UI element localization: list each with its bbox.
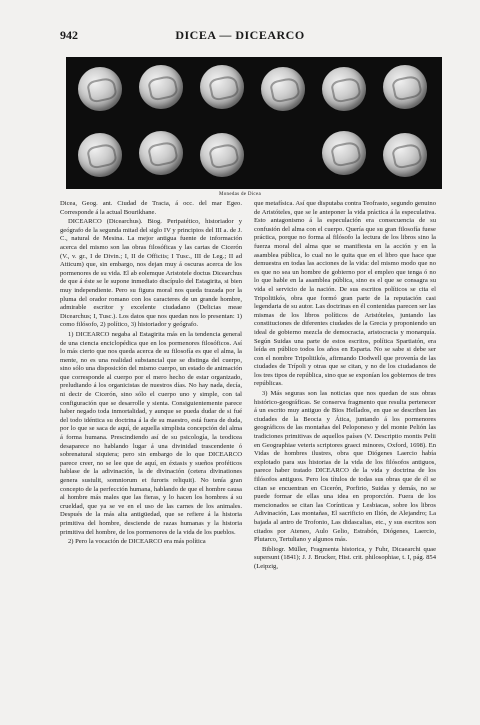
- coin-image: [200, 65, 244, 109]
- coin-image: [383, 65, 427, 109]
- coin-image: [200, 133, 244, 177]
- right-column: [254, 200, 436, 573]
- paragraph: Bibliogr. Müller, Fragmenta historica, y Fuhr, Dicaearchi quae supersunt (1841); J. J. Brucker, Hist. crit. philosophiae, t. I, pág. 854 (Leipzig,: [254, 545, 436, 570]
- paragraph: DICEARCO (Dicearchus). Biog. Peripatético, historiador y geógrafo de la segunda mitad del siglo IV y principios del III a. de J. C., natural de Mesina. La mejor antigua fuente de información acerca del mismo son las obras filosóficas y las cartas de Cicerón (V., v. gr., I de Divin.; I, II de Officiis; I Tusc., III de Leg.; II ad Atticum) que, sin embargo, nos dejan muy á oscuras acerca de los pormenores de su vida. El ab eolemque Aristotele doctus Dicearchus de que á éste se le supone inmediato discípulo del Estagirita, si bien muy independiente. Pero su figura moral nos queda trazada por la pluma del orador romano con los caracteres de un grande hombre, admirable escritor y excelente ciudadano (Delicias meae Dicearchus; I, Tusc.). Los datos que nos quedan nos lo presentan: 1) como filósofo, 2) político, 3) historiador y geógrafo.: [60, 218, 242, 329]
- running-title: DICEA — DICEARCO: [175, 28, 305, 42]
- coin-image: [261, 67, 305, 111]
- coin-image: [78, 133, 122, 177]
- page-header: [60, 28, 420, 44]
- coin-image: [78, 67, 122, 111]
- paragraph: 3) Más seguras son las noticias que nos quedan de sus obras histórico-geográficas. Se conserva fragmento que resulta pertenecer á un escrito muy antiguo de Bios Hellados, en que se describen las ciudades de la Beocia y Ática, juntando á los pormenores geográficos de las montañas del Peloponeso y del monte Pelión las tradiciones primitivas de aquellos países (V. Descriptio montis Pelii en Geographiae veteris scriptores graeci minores, Oxford, 1698). En Vidas de hombres ilustres, obra que Diógenes Laercio había explotado para sus historias de la vida de los filósofos antiguos, parece haber tratado DICEARCO de la vida y doctrina de los filósofos antiguos. Pero los títulos de todas sus obras que de él se citan se encuentran en Cicerón, Porfirio, Suidas y demás, no se puede formar de ellas una idea en proporción. Fuera de los mencionados se citan las Corínticas y Lesbiacas, sobre los libros Adivinación, Las montañas, El sacrificio en Ilión, de Alejandro; La bajada al antro de Trofonio, Las didascalias, etc., y sus escritos son citados por Ateneo, Aulo Gelio, Estrabón, Diógenes, Laercio, Plutarco, Tertuliano y algunos más.: [254, 390, 436, 544]
- paragraph: Dicea, Geog. ant. Ciudad de Tracia, á occ. del mar Egeo. Corresponde á la actual Bourikhane.: [60, 200, 242, 216]
- page-number: 942: [60, 28, 78, 42]
- figure-caption: Monedas de Dicea: [218, 192, 261, 197]
- coins-plate-image: [66, 57, 442, 189]
- coin-image: [139, 65, 183, 109]
- paragraph: 2) Pero la vocación de DICEARCO era más política: [68, 538, 206, 546]
- paragraph: 1) DICEARCO negaba al Estagirita más en la tendencia general de una ciencia enciclopédica que en los pormenores filosóficos. Así lo más cierto que nos queda acerca de su filosofía es que el alma, la mente, no es una realidad substancial que se distinga del cuerpo, sino sólo una disposición del mismo cuerpo, un estado de animación que corresponde al cuerpo por el mero hecho de estar organizado, preludiando á los organicistas de nuestros días. No hay nada, decía, ni decir de Cicerón, sino sólo el cuerpo uno y simple, con tal configuración que se desarrolle y sienta. Consiguientemente parece haber negado toda inmortalidad, y aunque se pueda dudar de si fué del todo idéntica su doctrina á la de su maestro, está fuera de duda, por lo que se saca de aquí, de aquella simplista concepción del alma á forma humana. Prescindiendo así de su psicología, la teodicea desaparece no hablando lugar á una divinidad trascendente ó sobrenatural siquiera; pero sin embargo de lo que DICEARCO parece creer, no se lee que de aquí, en éxtasis y sueños proféticos hablase de la adivinación, la de divinación (cetera divinationes genera sustulit, somniorum et furoris reliquit). No tenía gran concepto de la perfección humana, hablando de que el hombre causa al hombre más males que las fieras, y lo hacen los hombres á su crueldad, que ya se ve en el uso de las carnes de los animales. Después de la más alta antigüedad, que se refiere á la historia primitiva del hombre, desciende de razas humanas y la historia primitiva del hombre, de los pormenores de la vida de los pueblos.: [60, 330, 242, 536]
- paragraph: que metafísica. Así que disputaba contra Teofrasto, segundo genuino de Aristóteles, que se le anteponer la vida práctica á la especulativa. Esto antagonismo á la especulación era consecuencia de su confusión del alma con el cuerpo. Quería que su gran filosofía fuese práctica, porque no forma al filósofo la lectura de los libros sino la fuerza moral del alma que se manifiesta en la acción y en la asamblea pública, lo cual no le quita que en el libro que hace que demuestra en todas las acciones de la vida: del mismo modo que no es que no sea un hombre de gobierno por el empleo que tenga ó no lo que hable en la asamblea pública, sino es el que se consagra su vida el servicio de la nación. De sus escritos políticos se cita el Tripolitikós, obra que formó gran parte de la reputación casi legendaria de su autor. Las doctrinas en él contenidas parecen ser las mismas de los libros políticos de Aristóteles, juntando las constituciones de diferentes ciudades de la Grecia y proponiendo un ideal de gobierno mezcla de democracia, aristocracia y monarquía. Según Suidas una parte de estos escritos, política Spartiatón, era leída en público todos los años en Esparta. No se sabe si debe ser con el nombre Tripolitikós, afirmando Dodwell que provenía de las ciudades de Trípoli y otras que se citan, y no de los ciudadanos de los tres tipos de república, sino que se exponían los gobiernos de tres repúblicas.: [254, 200, 436, 388]
- coin-image: [322, 131, 366, 175]
- coin-image: [383, 133, 427, 177]
- coin-image: [322, 67, 366, 111]
- left-column: [60, 200, 242, 548]
- coin-image: [139, 131, 183, 175]
